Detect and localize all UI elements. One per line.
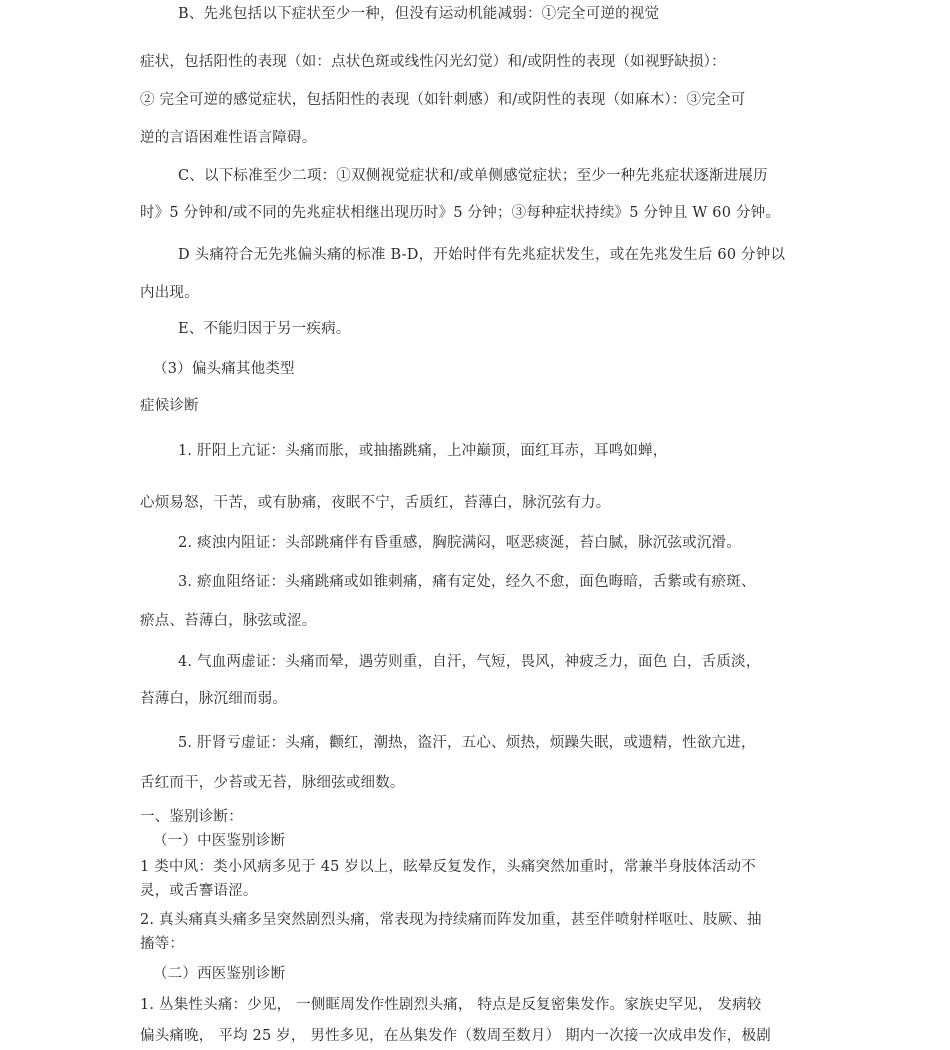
text-line: 症状，包括阳性的表现（如：点状色斑或线性闪光幻觉）和/或阴性的表现（如视野缺损）： xyxy=(140,54,726,70)
text-line: C、以下标准至少二项：①双侧视觉症状和/或单侧感觉症状；至少一种先兆症状逐渐进展历 xyxy=(178,168,768,184)
text-line: ② 完全可逆的感觉症状，包括阳性的表现（如针刺感）和/或阴性的表现（如麻木）：③完全可 xyxy=(140,92,746,108)
text-line: 心烦易怒，干苦，或有胁痛，夜眠不宁，舌质红，苔薄白，脉沉弦有力。 xyxy=(140,495,611,511)
text-line: 5. 肝肾亏虚证：头痛，颧红，潮热，盗汗，五心、烦热，烦躁失眠，或遗精，性欲亢进， xyxy=(178,735,756,751)
text-line: 1. 丛集性头痛：少见， 一侧眶周发作性剧烈头痛， 特点是反复密集发作。家族史罕见， 发病较 xyxy=(140,997,762,1013)
text-line: B、先兆包括以下症状至少一种，但没有运动机能减弱：①完全可逆的视觉 xyxy=(178,6,660,22)
text-line: 舌红而干，少苔或无苔，脉细弦或细数。 xyxy=(140,775,405,791)
section-heading: （3）偏头痛其他类型 xyxy=(153,361,295,377)
section-heading: 一、鉴别诊断： xyxy=(140,809,243,825)
text-line: 时》5 分钟和/或不同的先兆症状相继出现历时》5 分钟；③每种症状持续》5 分钟且 W 60 分钟。 xyxy=(140,205,781,221)
text-line: 1 类中风：类小风病多见于 45 岁以上，眩晕反复发作，头痛突然加重时，常兼半身肢体活动不 xyxy=(140,859,756,875)
text-line: 4. 气血两虚证：头痛而晕，遇劳则重，自汗，气短，畏风，神疲乏力，面色 白，舌质淡， xyxy=(178,654,761,670)
text-line: 逆的言语困难性语言障碍。 xyxy=(140,130,317,146)
text-line: 2. 痰浊内阻证：头部跳痛伴有昏重感，胸脘满闷，呕恶痰涎，苔白腻，脉沉弦或沉滑。 xyxy=(178,535,741,551)
text-line: 1. 肝阳上亢证：头痛而胀，或抽搐跳痛，上冲巅顶，面红耳赤，耳鸣如蝉， xyxy=(178,443,668,459)
text-line: 搐等： xyxy=(140,936,185,952)
text-line: 苔薄白，脉沉细而弱。 xyxy=(140,691,287,707)
section-heading: （二）西医鉴别诊断 xyxy=(153,966,286,982)
section-heading: 症候诊断 xyxy=(140,398,199,414)
text-line: D 头痛符合无先兆偏头痛的标准 B-D，开始时伴有先兆症状发生，或在先兆发生后 60 分钟以 xyxy=(178,247,786,263)
text-line: 2. 真头痛真头痛多呈突然剧烈头痛，常表现为持续痛而阵发加重，甚至伴喷射样呕吐、肢厥、抽 xyxy=(140,912,762,928)
text-line: 内出现。 xyxy=(140,285,199,301)
text-line: 瘀点、苔薄白，脉弦或涩。 xyxy=(140,613,317,629)
section-heading: （一）中医鉴别诊断 xyxy=(153,833,286,849)
text-line: 3. 瘀血阻络证：头痛跳痛或如锥刺痛，痛有定处，经久不愈，面色晦暗，舌紫或有瘀斑、 xyxy=(178,574,756,590)
text-line: E、不能归因于另一疾病。 xyxy=(178,321,351,337)
text-line: 偏头痛晚， 平均 25 岁， 男性多见，在丛集发作（数周至数月） 期内一次接一次成串发作，极剧 xyxy=(140,1028,771,1044)
text-line: 灵，或舌謇语涩。 xyxy=(140,883,258,899)
